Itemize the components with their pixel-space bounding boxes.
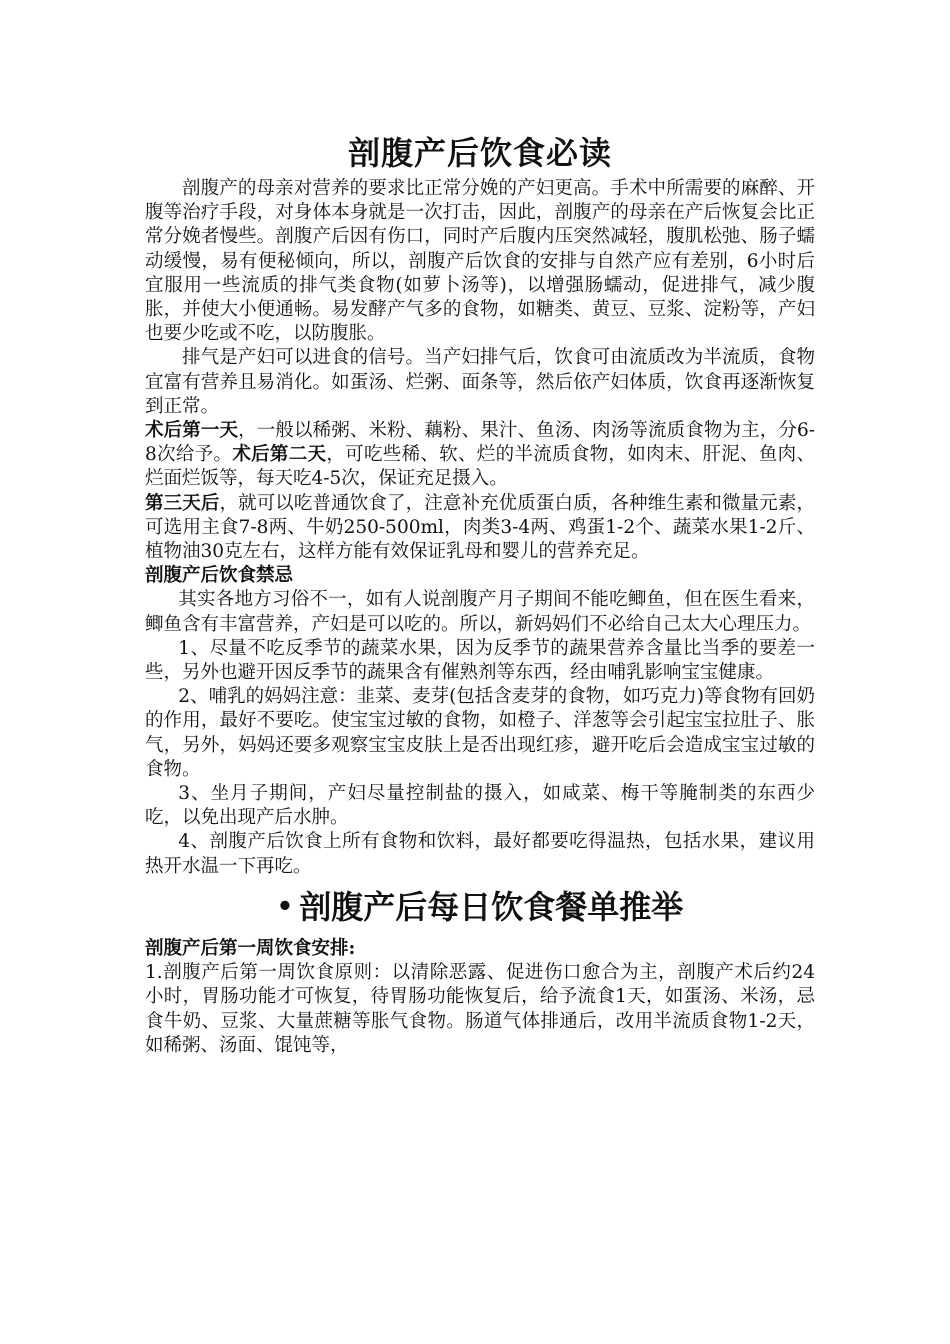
intro-paragraph: 剖腹产的母亲对营养的要求比正常分娩的产妇更高。手术中所需要的麻醉、开腹等治疗手段，对身体本身就是一次打击，因此，剖腹产的母亲在产后恢复会比正常分娩者慢些。剖腹产后因有伤口，同时产后腹内压突然减轻，腹肌松弛、肠子蠕动缓慢，易有便秘倾向，所以，剖腹产后饮食的安排与自然产应有差别，6小时后宜服用一些流质的排气类食物(如萝卜汤等)，以增强肠蠕动，促进排气，减少腹胀，并使大小便通畅。易发酵产气多的食物，如糖类、黄豆、豆浆、淀粉等，产妇也要少吃或不吃，以防腹胀。 <box>145 178 815 345</box>
taboo-item-2: 2、哺乳的妈妈注意：韭菜、麦芽(包括含麦芽的食物，如巧克力)等食物有回奶的作用，最好不要吃。使宝宝过敏的食物，如橙子、洋葱等会引起宝宝拉肚子、胀气，另外，妈妈还要多观察宝宝皮肤上是否出现红疹，避开吃后会造成宝宝过敏的食物。 <box>145 686 816 780</box>
taboo-intro-paragraph: 其实各地方习俗不一，如有人说剖腹产月子期间不能吃鲫鱼，但在医生看来，鲫鱼含有丰富营养，产妇是可以吃的。所以，新妈妈们不必给自己太大心理压力。 <box>145 589 815 635</box>
day2-text: ，可吃些稀、软、烂的半流质食物，如肉末、肝泥、鱼肉、烂面烂饭等，每天吃4-5次，保证充足摄入。 <box>145 444 815 490</box>
day2-label: 术后第二天 <box>232 444 327 466</box>
page-title: 剖腹产后饮食必读 <box>347 134 612 172</box>
week1-paragraph: 1.剖腹产后第一周饮食原则：以清除恶露、促进伤口愈合为主，剖腹产术后约24小时，胃肠功能才可恢复，待胃肠功能恢复后，给予流食1天，如蛋汤、米汤，忌食牛奶、豆浆、大量蔗糖等胀气食物。肠道气体排通后，改用半流质食物1-2天，如稀粥、汤面、馄饨等， <box>145 962 815 1056</box>
bullet-icon: • <box>276 891 294 922</box>
taboo-heading: 剖腹产后饮食禁忌 <box>145 565 294 587</box>
day1-label: 术后第一天 <box>145 420 239 442</box>
taboo-item-4: 4、剖腹产后饮食上所有食物和饮料，最好都要吃得温热，包括水果，建议用热开水温一下再吃。 <box>145 831 815 877</box>
day1-text: ，一般以稀粥、米粉、藕粉、果汁、鱼汤、肉汤等流质食物为主，分6-8次给予。 <box>145 420 815 466</box>
day3-paragraph <box>145 492 815 565</box>
section2-title <box>145 887 815 927</box>
day1-day2-paragraph <box>145 419 815 492</box>
day3-label: 第三天后 <box>145 492 220 514</box>
week1-heading: 剖腹产后第一周饮食安排: <box>145 937 356 959</box>
section2-title-text: 剖腹产后每日饮食餐单推举 <box>299 887 684 926</box>
day3-text: ，就可以吃普通饮食了，注意补充优质蛋白质，各种维生素和微量元素，可选用主食7-8两、牛奶250-500ml，肉类3-4两、鸡蛋1-2个、蔬菜水果1-2斤、植物油30克左右，这样方能有效保证乳母和婴儿的营养充足。 <box>145 492 815 563</box>
taboo-item-3: 3、坐月子期间，产妇尽量控制盐的摄入，如咸菜、梅干等腌制类的东西少吃，以免出现产后水肿。 <box>145 783 815 829</box>
gas-paragraph: 排气是产妇可以进食的信号。当产妇排气后，饮食可由流质改为半流质，食物宜富有营养且易消化。如蛋汤、烂粥、面条等，然后依产妇体质，饮食再逐渐恢复到正常。 <box>145 347 815 417</box>
document-body <box>145 177 815 1058</box>
taboo-item-1: 1、尽量不吃反季节的蔬菜水果，因为反季节的蔬果营养含量比当季的要差一些，另外也避开因反季节的蔬果含有催熟剂等东西，经由哺乳影响宝宝健康。 <box>145 637 815 684</box>
